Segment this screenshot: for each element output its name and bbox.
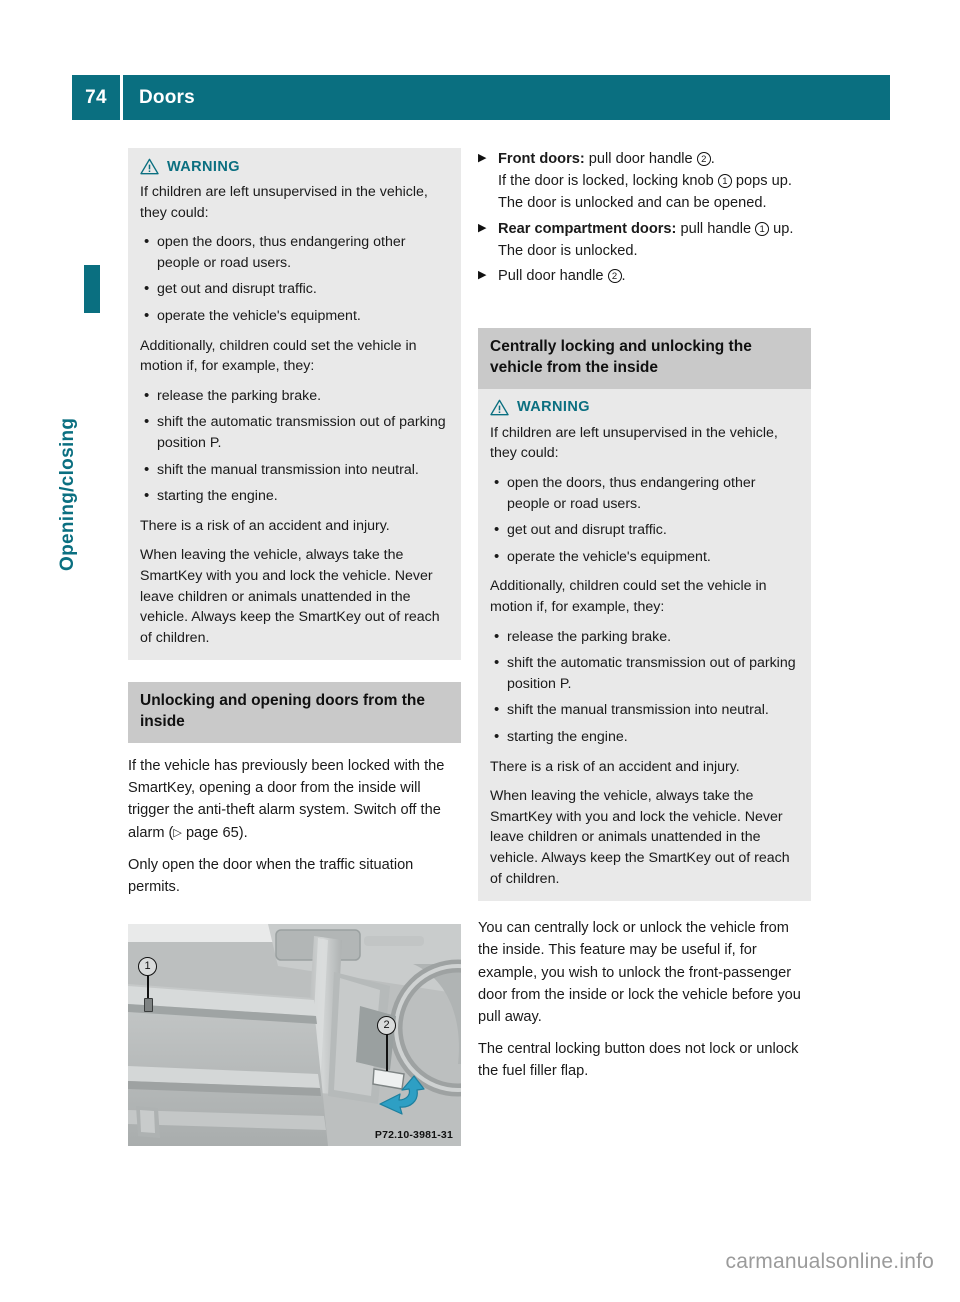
procedure-step-rear-doors xyxy=(478,218,811,262)
warning-intro-text: If children are left unsupervised in the vehicle, they could: xyxy=(490,424,778,462)
chapter-tab-marker xyxy=(84,265,100,313)
page-header xyxy=(72,75,890,120)
warning-intro-text: If children are left unsupervised in the vehicle, they could: xyxy=(140,184,428,221)
callout-ref-2: 2 xyxy=(608,269,622,283)
warning-box-left xyxy=(128,148,461,660)
procedure-list xyxy=(478,148,811,287)
warning-triangle-icon xyxy=(490,399,509,416)
warning-outro-text: When leaving the vehicle, always take the SmartKey with you and lock the vehicle. Never leave children or animals unattended in the vehicle. Always keep the SmartKey out of reach of children. xyxy=(140,547,440,646)
list-item: • open the doors, thus endangering other people or road users. xyxy=(490,473,799,514)
list-item: • operate the vehicle's equipment. xyxy=(140,306,449,327)
list-item: • operate the vehicle's equipment. xyxy=(490,547,799,568)
site-watermark: carmanualsonline.info xyxy=(725,1250,934,1273)
step-label: Rear compartment doors: xyxy=(498,220,677,237)
warning-bullet-list-2 xyxy=(140,386,449,507)
locking-knob xyxy=(144,998,153,1012)
list-item: • starting the engine. xyxy=(140,486,449,507)
body-paragraph-traffic: Only open the door when the traffic situation permits. xyxy=(128,856,414,895)
warning-risk-text: There is a risk of an accident and injury. xyxy=(140,517,390,534)
list-item: • shift the manual transmission into neutral. xyxy=(140,460,449,481)
body-paragraph-central-lock: You can centrally lock or unlock the vehicle from the inside. This feature may be useful if, for example, you wish to unlock the front-passenger door from the inside or lock the vehicle before you pull away. xyxy=(478,920,801,1025)
step-text-after: up. xyxy=(769,220,794,237)
warning-mid-text: Additionally, children could set the vehicle in motion if, for example, they: xyxy=(490,578,767,616)
paragraph-text-a: If the vehicle has previously been locked with the SmartKey, opening a door from the inside will trigger the anti-theft alarm system. Switch off the alarm ( xyxy=(128,758,445,841)
body-paragraph-fuel-flap: The central locking button does not lock or unlock the fuel filler flap. xyxy=(478,1041,799,1080)
page-title: Doors xyxy=(123,75,890,120)
left-column xyxy=(128,148,461,1146)
warning-outro-text: When leaving the vehicle, always take the SmartKey with you and lock the vehicle. Never leave children or animals unattended in the vehicle. Always keep the SmartKey out of reach of children. xyxy=(490,788,790,887)
figure-caption: P72.10-3981-31 xyxy=(374,1129,453,1142)
spacer xyxy=(128,908,461,924)
warning-bullet-list-2 xyxy=(490,627,799,748)
procedure-step-front-doors xyxy=(478,148,811,215)
list-item: • shift the manual transmission into neutral. xyxy=(490,700,799,721)
spacer xyxy=(478,312,811,328)
list-item: • release the parking brake. xyxy=(140,386,449,407)
warning-mid-text: Additionally, children could set the vehicle in motion if, for example, they: xyxy=(140,337,417,375)
list-item: • shift the automatic transmission out of parking position P. xyxy=(490,653,799,694)
step-text-before: pull door handle xyxy=(584,151,697,167)
step-text-before: pull handle xyxy=(676,220,756,237)
callout-ref-1: 1 xyxy=(718,174,732,188)
chapter-label: Opening/closing xyxy=(57,417,78,571)
list-item: • open the doors, thus endangering other people or road users. xyxy=(140,232,449,273)
warning-bullet-list-1 xyxy=(140,232,449,326)
figure-door-interior xyxy=(128,924,461,1146)
warning-header xyxy=(140,158,449,175)
spacer xyxy=(128,660,461,682)
list-item: • shift the automatic transmission out of parking position P. xyxy=(140,412,449,453)
warning-title: WARNING xyxy=(517,399,590,416)
step-text-after: . xyxy=(710,151,715,167)
callout-ref-1: 1 xyxy=(755,222,769,236)
warning-title: WARNING xyxy=(167,158,240,175)
warning-risk-text: There is a risk of an accident and injury. xyxy=(490,758,740,775)
callout-2-leader-line xyxy=(386,1034,388,1071)
spacer xyxy=(478,901,811,917)
callout-1: 1 xyxy=(138,957,157,976)
warning-bullet-list-1 xyxy=(490,473,799,567)
right-column xyxy=(478,148,811,1092)
callout-2: 2 xyxy=(377,1016,396,1035)
page-number: 74 xyxy=(72,75,120,120)
spacer xyxy=(128,743,461,755)
step-detail xyxy=(498,170,811,214)
callout-1-leader-line xyxy=(147,976,149,998)
paragraph-text-b: ). xyxy=(238,824,248,841)
step-label: Front doors: xyxy=(498,151,585,167)
procedure-step-pull-handle xyxy=(478,265,811,287)
list-item: • starting the engine. xyxy=(490,727,799,748)
step-detail: The door is unlocked. xyxy=(498,242,638,259)
step-text-before: Pull door handle xyxy=(498,267,608,284)
callout-ref-2: 2 xyxy=(697,152,711,166)
list-item: • get out and disrupt traffic. xyxy=(140,279,449,300)
list-item: • get out and disrupt traffic. xyxy=(490,520,799,541)
door-interior-illustration xyxy=(128,924,461,1146)
section-heading-unlocking-inside: Unlocking and opening doors from the inside xyxy=(128,682,461,743)
spacer xyxy=(478,290,811,312)
detail-text-after: pops up. The door is unlocked and can be opened. xyxy=(498,173,792,212)
warning-box-right xyxy=(478,389,811,901)
step-text-after: . xyxy=(621,267,626,284)
list-item: • release the parking brake. xyxy=(490,627,799,648)
body-paragraph-alarm xyxy=(128,755,461,844)
page-reference-icon: ▷ xyxy=(173,826,182,839)
warning-header xyxy=(490,399,799,416)
section-heading-central-locking: Centrally locking and unlocking the vehicle from the inside xyxy=(478,328,811,389)
detail-text-before: If the door is locked, locking knob xyxy=(498,173,718,190)
warning-triangle-icon xyxy=(140,158,159,175)
page-reference-link[interactable]: page 65 xyxy=(185,824,239,841)
